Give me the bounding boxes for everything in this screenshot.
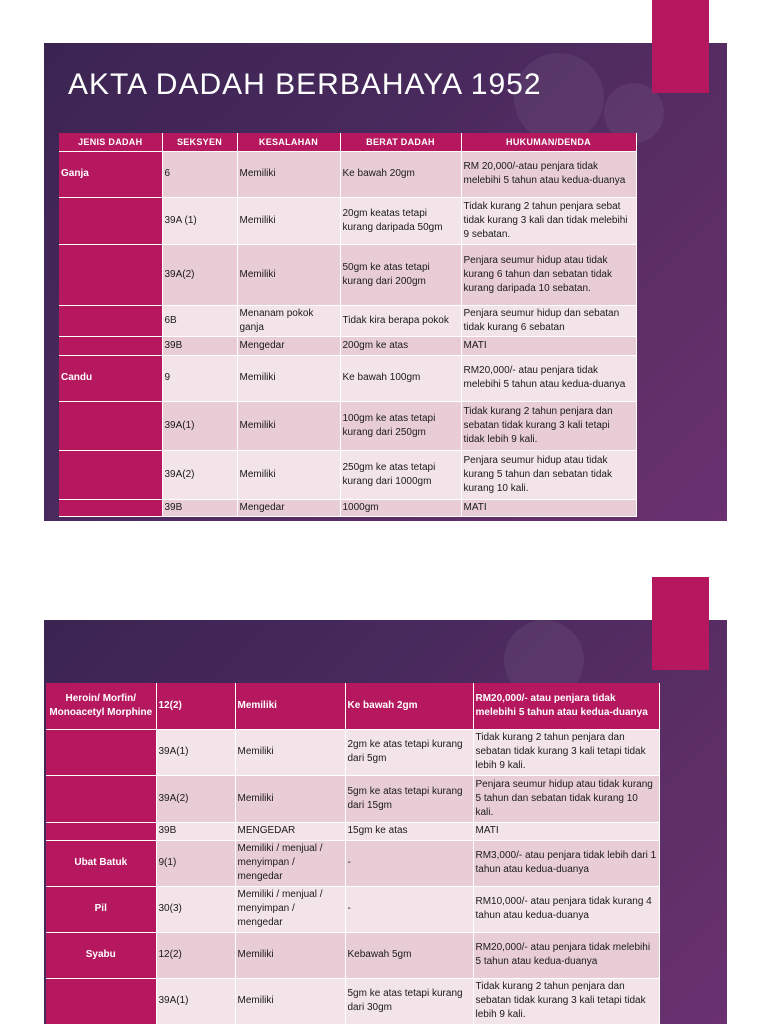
cell-kesalahan: Memiliki [235,932,345,978]
table-row [46,840,659,886]
cell-berat: Ke bawah 20gm [340,151,461,197]
cell-berat: - [345,840,473,886]
cell-berat: 200gm ke atas [340,336,461,355]
cell-seksyen: 39A (1) [162,197,237,244]
cell-jenis [59,450,162,499]
cell-berat: 5gm ke atas tetapi kurang dari 30gm [345,978,473,1024]
table-row [46,822,659,840]
cell-seksyen: 39A(2) [162,244,237,305]
table-row [59,450,636,499]
cell-kesalahan: Memiliki / menjual / menyimpan / mengedar [235,886,345,932]
cell-seksyen: 39A(1) [156,729,235,775]
cell-jenis [59,401,162,450]
cell-hukuman: MATI [461,499,636,516]
table-row [59,305,636,336]
slide-1-accent [652,0,709,93]
header-kesalahan: KESALAHAN [237,133,340,151]
cell-jenis [59,244,162,305]
cell-jenis [46,729,156,775]
table-row [46,775,659,822]
cell-seksyen: 39B [162,499,237,516]
table-row [46,978,659,1024]
cell-kesalahan: Memiliki / menjual / menyimpan / mengedar [235,840,345,886]
cell-hukuman: Penjara seumur hidup atau tidak kurang 5 tahun dan sebatan tidak kurang 10 kali. [473,775,659,822]
table-row [59,336,636,355]
cell-kesalahan: Memiliki [237,401,340,450]
cell-jenis: Pil [46,886,156,932]
cell-hukuman: RM10,000/- atau penjara tidak kurang 4 tahun atau kedua-duanya [473,886,659,932]
cell-jenis [46,978,156,1024]
cell-hukuman: Tidak kurang 2 tahun penjara dan sebatan tidak kurang 3 kali tetapi tidak lebih 9 kali. [461,401,636,450]
header-jenis: JENIS DADAH [59,133,162,151]
cell-hukuman: Penjara seumur hidup atau tidak kurang 5 tahun dan sebatan tidak kurang 10 kali. [461,450,636,499]
cell-jenis: Ganja [59,151,162,197]
cell-jenis [59,197,162,244]
cell-kesalahan: Memiliki [235,775,345,822]
cell-seksyen: 9 [162,355,237,401]
table-row [59,197,636,244]
table-row [59,244,636,305]
cell-kesalahan: Mengedar [237,499,340,516]
cell-hukuman: Tidak kurang 2 tahun penjara dan sebatan tidak kurang 3 kali tetapi tidak lebih 9 kali. [473,978,659,1024]
header-hukuman: HUKUMAN/DENDA [461,133,636,151]
cell-seksyen: 9(1) [156,840,235,886]
cell-berat: Kebawah 5gm [345,932,473,978]
table-row [46,683,659,729]
cell-berat: 20gm keatas tetapi kurang daripada 50gm [340,197,461,244]
cell-kesalahan: Memiliki [237,450,340,499]
cell-jenis: Heroin/ Morfin/ Monoacetyl Morphine [46,683,156,729]
cell-jenis [59,305,162,336]
cell-berat: 15gm ke atas [345,822,473,840]
table-row [59,151,636,197]
cell-hukuman: RM20,000/- atau penjara tidak melebihi 5 tahun atau kedua-duanya [473,932,659,978]
cell-jenis [46,822,156,840]
cell-berat: 2gm ke atas tetapi kurang dari 5gm [345,729,473,775]
cell-berat: - [345,886,473,932]
cell-hukuman: RM3,000/- atau penjara tidak lebih dari 1 tahun atau kedua-duanya [473,840,659,886]
cell-seksyen: 12(2) [156,683,235,729]
cell-seksyen: 39B [162,336,237,355]
cell-kesalahan: Memiliki [237,355,340,401]
cell-hukuman: Penjara seumur hidup atau tidak kurang 6 tahun dan sebatan tidak kurang daripada 10 sebatan. [461,244,636,305]
table-row [46,729,659,775]
table-row [59,401,636,450]
cell-seksyen: 39A(1) [162,401,237,450]
cell-kesalahan: Memiliki [237,197,340,244]
cell-kesalahan: Mengedar [237,336,340,355]
cell-seksyen: 39A(2) [162,450,237,499]
cell-hukuman: MATI [461,336,636,355]
cell-hukuman: Tidak kurang 2 tahun penjara sebat tidak kurang 3 kali dan tidak melebihi 9 sebatan. [461,197,636,244]
cell-kesalahan: Memiliki [235,978,345,1024]
cell-jenis: Ubat Batuk [46,840,156,886]
cell-jenis [46,775,156,822]
cell-jenis [59,499,162,516]
cell-jenis [59,336,162,355]
header-seksyen: SEKSYEN [162,133,237,151]
cell-berat: 50gm ke atas tetapi kurang dari 200gm [340,244,461,305]
header-berat: BERAT DADAH [340,133,461,151]
cell-berat: Tidak kira berapa pokok [340,305,461,336]
table-row [59,499,636,516]
cell-kesalahan: Menanam pokok ganja [237,305,340,336]
table-row [46,932,659,978]
table-row [59,355,636,401]
slide-2-accent [652,577,709,670]
cell-kesalahan: Memiliki [235,683,345,729]
cell-kesalahan: Memiliki [237,244,340,305]
cell-hukuman: MATI [473,822,659,840]
cell-hukuman: Tidak kurang 2 tahun penjara dan sebatan tidak kurang 3 kali tetapi tidak lebih 9 kali. [473,729,659,775]
cell-hukuman: Penjara seumur hidup dan sebatan tidak kurang 6 sebatan [461,305,636,336]
cell-seksyen: 6 [162,151,237,197]
cell-seksyen: 6B [162,305,237,336]
cell-hukuman: RM 20,000/-atau penjara tidak melebihi 5 tahun atau kedua-duanya [461,151,636,197]
cell-berat: Ke bawah 2gm [345,683,473,729]
table-header-row [59,133,636,151]
cell-kesalahan: Memiliki [235,729,345,775]
table-row [46,886,659,932]
cell-berat: Ke bawah 100gm [340,355,461,401]
cell-hukuman: RM20,000/- atau penjara tidak melebihi 5 tahun atau kedua-duanya [473,683,659,729]
cell-berat: 100gm ke atas tetapi kurang dari 250gm [340,401,461,450]
slide-title: AKTA DADAH BERBAHAYA 1952 [68,68,542,101]
cell-jenis: Syabu [46,932,156,978]
cell-kesalahan: Memiliki [237,151,340,197]
cell-kesalahan: MENGEDAR [235,822,345,840]
drug-table-2 [46,683,660,1024]
cell-berat: 1000gm [340,499,461,516]
cell-seksyen: 39B [156,822,235,840]
cell-seksyen: 12(2) [156,932,235,978]
cell-hukuman: RM20,000/- atau penjara tidak melebihi 5 tahun atau kedua-duanya [461,355,636,401]
drug-table-1 [59,133,637,517]
cell-seksyen: 39A(1) [156,978,235,1024]
cell-jenis: Candu [59,355,162,401]
cell-seksyen: 39A(2) [156,775,235,822]
cell-seksyen: 30(3) [156,886,235,932]
cell-berat: 5gm ke atas tetapi kurang dari 15gm [345,775,473,822]
cell-berat: 250gm ke atas tetapi kurang dari 1000gm [340,450,461,499]
